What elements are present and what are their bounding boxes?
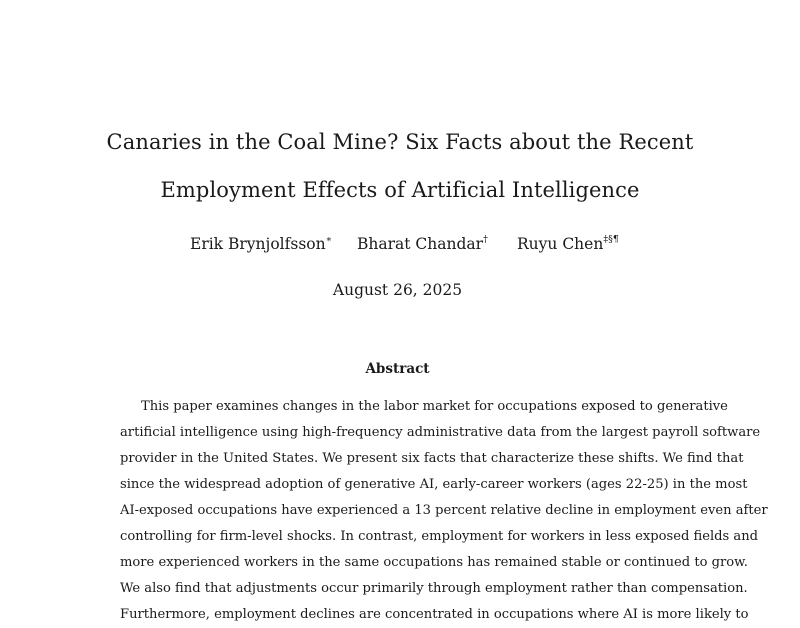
abstract-line: since the widespread adoption of generative AI, early-career workers (ages 22-25) in the most xyxy=(120,477,748,492)
abstract-line: artificial intelligence using high-frequency administrative data from the largest payroll software xyxy=(120,425,761,440)
abstract-line: more experienced workers in the same occupations has remained stable or continued to grow. xyxy=(120,555,748,570)
author-name: Bharat Chandar xyxy=(357,235,484,253)
author-footnote-mark: ∗ xyxy=(325,234,333,245)
abstract-line: This paper examines changes in the labor market for occupations exposed to generative xyxy=(141,399,728,414)
abstract-line: controlling for firm-level shocks. In contrast, employment for workers in less exposed fields and xyxy=(120,529,759,544)
author-footnote-mark: ‡§¶ xyxy=(603,234,619,245)
abstract-line: AI-exposed occupations have experienced a 13 percent relative decline in employment even after xyxy=(120,503,768,518)
author-footnote-mark: † xyxy=(483,234,488,245)
abstract-line: provider in the United States. We present six facts that characterize these shifts. We find that xyxy=(120,451,744,466)
paper-title-line-2: Employment Effects of Artificial Intelligence xyxy=(160,178,640,202)
author-chandar xyxy=(357,235,488,253)
author-brynjolfsson xyxy=(190,235,332,253)
author-name: Erik Brynjolfsson xyxy=(190,235,326,253)
abstract-body xyxy=(120,394,768,628)
author-chen xyxy=(517,235,619,253)
abstract-heading: Abstract xyxy=(365,361,430,377)
abstract-line: We also find that adjustments occur primarily through employment rather than compensation. xyxy=(120,581,748,596)
abstract-line: Furthermore, employment declines are concentrated in occupations where AI is more likely to xyxy=(120,607,749,622)
paper-title-line-1: Canaries in the Coal Mine? Six Facts about the Recent xyxy=(106,130,694,154)
publication-date: August 26, 2025 xyxy=(332,281,463,299)
author-name: Ruyu Chen xyxy=(517,235,604,253)
